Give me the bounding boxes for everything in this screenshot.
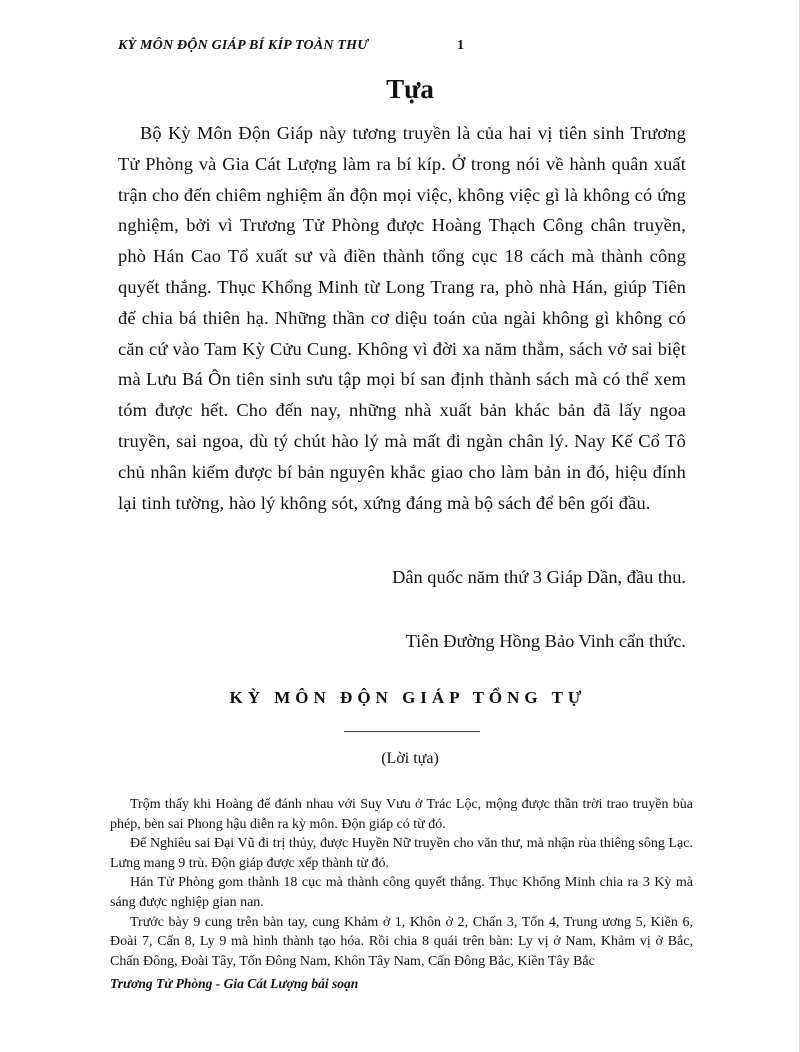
preface-title: Tựa — [386, 74, 434, 104]
preface-date-line: Dân quốc năm thứ 3 Giáp Dần, đầu thu. — [392, 567, 686, 587]
page-number: 1 — [457, 38, 464, 53]
paragraph: Hán Tử Phòng gom thành 18 cục mà thành công quyết thắng. Thục Khổng Minh chia ra 3 Kỳ mà sáng được nghiệp gian nan. — [110, 875, 693, 910]
preface-body: Bộ Kỳ Môn Độn Giáp này tương truyền là của hai vị tiên sinh Trương Tử Phòng và Gia Cát Lượng làm ra bí kíp. Ở trong nói về hành quân xuất trận cho đến chiêm nghiệm ẩn độn mọi việc, không việc gì là không có ứng nghiệm, bởi vì Trương Tử Phòng được Hoàng Thạch Công chân truyền, phò Hán Cao Tổ xuất sư và điền thành tổng cục 18 cách mà thành công quyết thắng. Thục Khổng Minh từ Long Trang ra, phò nhà Hán, giúp Tiên đế chia bá thiên hạ. Những thần cơ diệu toán của ngài không gì không có căn cứ vào Tam Kỳ Cửu Cung. Không vì đời xa năm thẳm, sách vở sai biệt mà Lưu Bá Ôn tiên sinh sưu tập mọi bí san định thành sách mà có thể xem tóm được hết. Cho đến nay, những nhà xuất bản khác bản đã lấy ngoa truyền, sai ngoa, dù tý chút hào lý mà mất đi ngàn chân lý. Nay Kế Cổ Tô chủ nhân kiếm được bí bản nguyên khắc giao cho làm bản in đó, hiệu đính lại tinh tường, hào lý không sót, xứng đáng mà bộ sách để bên gối đầu. — [118, 123, 686, 513]
title-divider — [344, 731, 480, 732]
paragraph: Trộm thấy khi Hoàng đế đánh nhau với Suy Vưu ở Trác Lộc, mộng được thần trời trao truyền bùa phép, bèn sai Phong hậu diễn ra kỳ môn. Độn giáp có từ đó. — [110, 797, 693, 832]
section-subtitle: (Lời tựa) — [381, 750, 439, 767]
section-title: KỲ MÔN ĐỘN GIÁP TỔNG TỰ — [229, 688, 587, 707]
general-preface-body — [110, 795, 693, 971]
paragraph: Trước bày 9 cung trên bàn tay, cung Khảm ở 1, Khôn ở 2, Chấn 3, Tốn 4, Trung ương 5, Kiền 6, Đoài 7, Cấn 8, Ly 9 mà hình thành tạo hóa. Rồi chia 8 quái trên bàn: Ly vị ở Nam, Khảm vị ở Bắc, Chấn Đông, Đoài Tây, Tốn Đông Nam, Khôn Tây Nam, Cấn Đông Bắc, Kiền Tây Bắc — [110, 914, 693, 969]
footer-credit: Trương Tử Phòng - Gia Cát Lượng bái soạn — [110, 976, 359, 991]
preface-author-line: Tiên Đường Hồng Bảo Vinh cẩn thức. — [405, 631, 686, 651]
running-title: KỲ MÔN ĐỘN GIÁP BÍ KÍP TOÀN THƯ — [118, 38, 369, 53]
paragraph: Đế Nghiêu sai Đại Vũ đi trị thủy, được Huyền Nữ truyền cho văn thư, mà nhận rùa thiêng sông Lạc. Lưng mang 9 trù. Độn giáp được xếp thành từ đó. — [110, 836, 693, 871]
